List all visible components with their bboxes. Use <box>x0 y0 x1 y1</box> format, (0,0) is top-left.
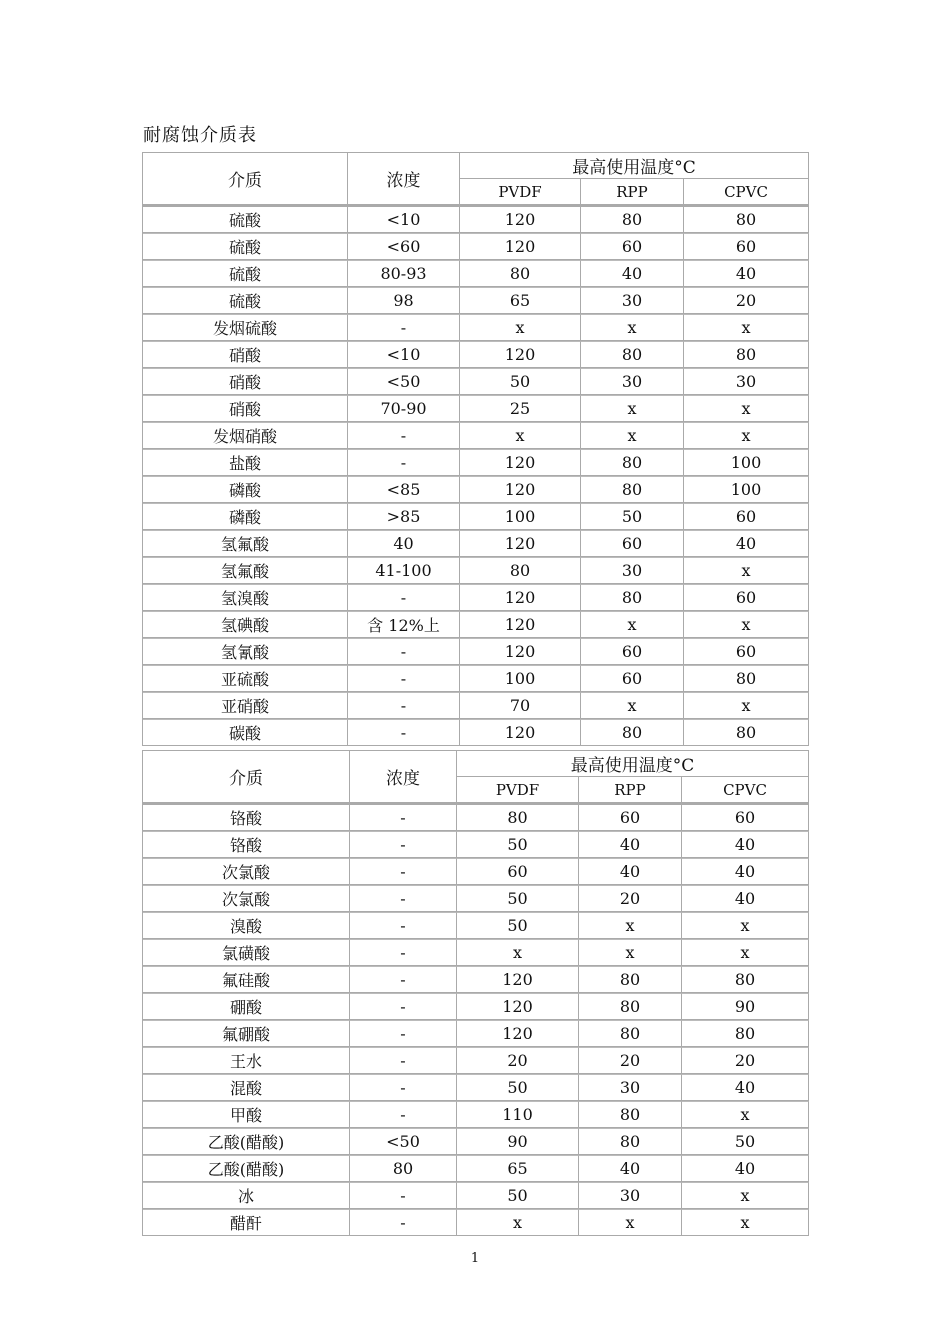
cell-concentration: <60 <box>348 233 460 260</box>
cell-pvdf: x <box>460 314 581 341</box>
cell-rpp: 60 <box>581 233 684 260</box>
cell-rpp: 20 <box>579 1047 682 1074</box>
cell-concentration: <10 <box>348 341 460 368</box>
cell-concentration: >85 <box>348 503 460 530</box>
cell-concentration: <50 <box>348 368 460 395</box>
cell-rpp: 80 <box>581 584 684 611</box>
cell-concentration: - <box>350 1101 457 1128</box>
cell-pvdf: 80 <box>457 803 579 831</box>
cell-pvdf: 70 <box>460 692 581 719</box>
cell-medium: 冰 <box>143 1182 350 1209</box>
table-row <box>143 395 809 422</box>
cell-cpvc: 40 <box>684 260 809 287</box>
cell-cpvc: 60 <box>684 584 809 611</box>
cell-rpp: x <box>579 1209 682 1236</box>
table-row <box>143 638 809 665</box>
cell-pvdf: 80 <box>460 260 581 287</box>
cell-rpp: 80 <box>581 449 684 476</box>
cell-medium: 发烟硫酸 <box>143 314 348 341</box>
cell-concentration: 98 <box>348 287 460 314</box>
cell-concentration: - <box>350 966 457 993</box>
cell-medium: 碳酸 <box>143 719 348 746</box>
header-pvdf: PVDF <box>460 179 581 205</box>
cell-medium: 王水 <box>143 1047 350 1074</box>
cell-cpvc: 60 <box>684 638 809 665</box>
header-cpvc: CPVC <box>684 179 809 205</box>
table-row <box>143 1074 809 1101</box>
cell-cpvc: 40 <box>684 530 809 557</box>
cell-rpp: 30 <box>581 557 684 584</box>
table-row <box>143 476 809 503</box>
cell-concentration: - <box>350 1209 457 1236</box>
cell-medium: 硝酸 <box>143 341 348 368</box>
cell-cpvc: 60 <box>682 803 809 831</box>
cell-pvdf: 120 <box>460 341 581 368</box>
table-row <box>143 233 809 260</box>
cell-medium: 磷酸 <box>143 503 348 530</box>
cell-cpvc: x <box>684 422 809 449</box>
cell-cpvc: 40 <box>682 831 809 858</box>
cell-pvdf: 65 <box>457 1155 579 1182</box>
table-row <box>143 719 809 746</box>
cell-pvdf: 120 <box>460 476 581 503</box>
cell-cpvc: 100 <box>684 449 809 476</box>
cell-pvdf: 120 <box>457 1020 579 1047</box>
cell-cpvc: 80 <box>684 665 809 692</box>
cell-concentration: - <box>350 1047 457 1074</box>
cell-concentration: <10 <box>348 205 460 233</box>
cell-rpp: x <box>581 422 684 449</box>
cell-medium: 乙酸(醋酸) <box>143 1128 350 1155</box>
cell-rpp: 50 <box>581 503 684 530</box>
cell-rpp: 80 <box>579 1020 682 1047</box>
cell-pvdf: 120 <box>457 993 579 1020</box>
cell-medium: 溴酸 <box>143 912 350 939</box>
cell-concentration: 41-100 <box>348 557 460 584</box>
cell-medium: 氢碘酸 <box>143 611 348 638</box>
cell-cpvc: x <box>682 1182 809 1209</box>
cell-pvdf: 110 <box>457 1101 579 1128</box>
header-rpp: RPP <box>581 179 684 205</box>
cell-cpvc: 40 <box>682 1155 809 1182</box>
cell-medium: 硝酸 <box>143 368 348 395</box>
cell-rpp: 40 <box>579 1155 682 1182</box>
cell-rpp: 80 <box>581 205 684 233</box>
cell-cpvc: 80 <box>684 719 809 746</box>
cell-rpp: 80 <box>579 1128 682 1155</box>
table-row <box>143 1047 809 1074</box>
cell-rpp: x <box>581 611 684 638</box>
table-row <box>143 260 809 287</box>
cell-pvdf: 50 <box>457 1182 579 1209</box>
cell-rpp: x <box>581 395 684 422</box>
cell-medium: 氢氟酸 <box>143 557 348 584</box>
table-row <box>143 885 809 912</box>
header-concentration: 浓度 <box>350 751 457 803</box>
cell-medium: 盐酸 <box>143 449 348 476</box>
cell-pvdf: 120 <box>457 966 579 993</box>
cell-cpvc: 30 <box>684 368 809 395</box>
cell-cpvc: x <box>682 1101 809 1128</box>
cell-concentration: - <box>348 692 460 719</box>
table-row <box>143 665 809 692</box>
cell-pvdf: 50 <box>457 1074 579 1101</box>
cell-rpp: 80 <box>581 476 684 503</box>
cell-pvdf: x <box>460 422 581 449</box>
table-row <box>143 449 809 476</box>
cell-concentration: - <box>350 858 457 885</box>
table-row <box>143 831 809 858</box>
table-row <box>143 966 809 993</box>
cell-pvdf: 90 <box>457 1128 579 1155</box>
cell-cpvc: x <box>682 1209 809 1236</box>
cell-pvdf: 50 <box>460 368 581 395</box>
cell-rpp: 30 <box>581 368 684 395</box>
cell-concentration: - <box>350 803 457 831</box>
corrosion-table-1 <box>142 152 809 746</box>
cell-pvdf: 120 <box>460 584 581 611</box>
table-row <box>143 205 809 233</box>
cell-concentration: - <box>348 638 460 665</box>
table-row <box>143 1020 809 1047</box>
table-row <box>143 912 809 939</box>
table-row <box>143 341 809 368</box>
header-medium: 介质 <box>143 751 350 803</box>
cell-pvdf: 25 <box>460 395 581 422</box>
cell-concentration: 80 <box>350 1155 457 1182</box>
cell-concentration: - <box>348 719 460 746</box>
table-row <box>143 993 809 1020</box>
cell-concentration: 80-93 <box>348 260 460 287</box>
cell-medium: 氟硅酸 <box>143 966 350 993</box>
cell-pvdf: 80 <box>460 557 581 584</box>
cell-medium: 氟硼酸 <box>143 1020 350 1047</box>
cell-concentration: - <box>348 449 460 476</box>
cell-concentration: 含 12%上 <box>348 611 460 638</box>
cell-concentration: - <box>348 422 460 449</box>
cell-rpp: 30 <box>581 287 684 314</box>
cell-rpp: 40 <box>579 858 682 885</box>
cell-pvdf: 120 <box>460 719 581 746</box>
table-row <box>143 584 809 611</box>
cell-cpvc: 80 <box>682 966 809 993</box>
cell-medium: 硫酸 <box>143 233 348 260</box>
cell-rpp: x <box>581 314 684 341</box>
table-row <box>143 803 809 831</box>
table-row <box>143 1209 809 1236</box>
cell-medium: 铬酸 <box>143 831 350 858</box>
table-row <box>143 1155 809 1182</box>
cell-medium: 硫酸 <box>143 287 348 314</box>
cell-rpp: 20 <box>579 885 682 912</box>
document-title: 耐腐蚀介质表 <box>143 125 257 146</box>
cell-concentration: - <box>350 885 457 912</box>
cell-rpp: 60 <box>581 665 684 692</box>
header-medium: 介质 <box>143 153 348 205</box>
cell-medium: 醋酐 <box>143 1209 350 1236</box>
cell-pvdf: x <box>457 939 579 966</box>
cell-medium: 氢氰酸 <box>143 638 348 665</box>
cell-cpvc: x <box>682 939 809 966</box>
cell-pvdf: x <box>457 1209 579 1236</box>
cell-medium: 氢氟酸 <box>143 530 348 557</box>
cell-cpvc: x <box>684 395 809 422</box>
cell-pvdf: 50 <box>457 831 579 858</box>
page-number: 1 <box>470 1251 480 1266</box>
cell-cpvc: 100 <box>684 476 809 503</box>
cell-concentration: - <box>350 912 457 939</box>
cell-cpvc: x <box>684 314 809 341</box>
cell-cpvc: 40 <box>682 885 809 912</box>
cell-cpvc: 20 <box>684 287 809 314</box>
table-row <box>143 368 809 395</box>
cell-rpp: 60 <box>579 803 682 831</box>
cell-rpp: x <box>579 939 682 966</box>
cell-rpp: 80 <box>579 966 682 993</box>
cell-concentration: 70-90 <box>348 395 460 422</box>
cell-medium: 硝酸 <box>143 395 348 422</box>
cell-rpp: 30 <box>579 1182 682 1209</box>
table-row <box>143 1182 809 1209</box>
cell-cpvc: 20 <box>682 1047 809 1074</box>
cell-cpvc: x <box>682 912 809 939</box>
cell-cpvc: 40 <box>682 1074 809 1101</box>
cell-medium: 氯磺酸 <box>143 939 350 966</box>
cell-medium: 乙酸(醋酸) <box>143 1155 350 1182</box>
cell-cpvc: 40 <box>682 858 809 885</box>
cell-concentration: - <box>350 939 457 966</box>
cell-pvdf: 100 <box>460 665 581 692</box>
cell-cpvc: x <box>684 557 809 584</box>
cell-medium: 铬酸 <box>143 803 350 831</box>
cell-pvdf: 20 <box>457 1047 579 1074</box>
cell-cpvc: 50 <box>682 1128 809 1155</box>
header-concentration: 浓度 <box>348 153 460 205</box>
cell-rpp: 40 <box>579 831 682 858</box>
cell-cpvc: 90 <box>682 993 809 1020</box>
cell-concentration: - <box>350 1074 457 1101</box>
cell-rpp: 80 <box>579 1101 682 1128</box>
header-max-temp: 最高使用温度°C <box>457 751 809 777</box>
cell-medium: 氢溴酸 <box>143 584 348 611</box>
cell-cpvc: 60 <box>684 233 809 260</box>
cell-concentration: <85 <box>348 476 460 503</box>
cell-pvdf: 100 <box>460 503 581 530</box>
cell-rpp: x <box>581 692 684 719</box>
cell-medium: 硫酸 <box>143 205 348 233</box>
corrosion-table-2 <box>142 750 809 1236</box>
cell-pvdf: 120 <box>460 449 581 476</box>
header-rpp: RPP <box>579 777 682 803</box>
cell-concentration: - <box>350 993 457 1020</box>
table-row <box>143 557 809 584</box>
cell-medium: 亚硝酸 <box>143 692 348 719</box>
table-row <box>143 422 809 449</box>
cell-concentration: - <box>350 1020 457 1047</box>
cell-medium: 次氯酸 <box>143 885 350 912</box>
header-cpvc: CPVC <box>682 777 809 803</box>
cell-rpp: x <box>579 912 682 939</box>
cell-rpp: 80 <box>579 993 682 1020</box>
cell-pvdf: 120 <box>460 530 581 557</box>
cell-cpvc: 80 <box>684 341 809 368</box>
cell-medium: 硫酸 <box>143 260 348 287</box>
cell-medium: 磷酸 <box>143 476 348 503</box>
cell-rpp: 60 <box>581 530 684 557</box>
cell-pvdf: 120 <box>460 205 581 233</box>
cell-pvdf: 120 <box>460 611 581 638</box>
table-row <box>143 287 809 314</box>
table-row <box>143 692 809 719</box>
table-row <box>143 611 809 638</box>
cell-concentration: <50 <box>350 1128 457 1155</box>
cell-concentration: - <box>348 584 460 611</box>
cell-cpvc: x <box>684 611 809 638</box>
cell-rpp: 60 <box>581 638 684 665</box>
table-row <box>143 1101 809 1128</box>
cell-pvdf: 50 <box>457 885 579 912</box>
cell-rpp: 80 <box>581 341 684 368</box>
table-row <box>143 858 809 885</box>
cell-cpvc: x <box>684 692 809 719</box>
cell-concentration: - <box>348 314 460 341</box>
cell-pvdf: 120 <box>460 638 581 665</box>
cell-pvdf: 120 <box>460 233 581 260</box>
cell-medium: 发烟硝酸 <box>143 422 348 449</box>
cell-pvdf: 60 <box>457 858 579 885</box>
cell-rpp: 80 <box>581 719 684 746</box>
cell-concentration: - <box>348 665 460 692</box>
table-row <box>143 1128 809 1155</box>
header-max-temp: 最高使用温度°C <box>460 153 809 179</box>
cell-rpp: 30 <box>579 1074 682 1101</box>
cell-concentration: 40 <box>348 530 460 557</box>
header-pvdf: PVDF <box>457 777 579 803</box>
table-row <box>143 939 809 966</box>
cell-medium: 硼酸 <box>143 993 350 1020</box>
cell-medium: 亚硫酸 <box>143 665 348 692</box>
cell-medium: 混酸 <box>143 1074 350 1101</box>
cell-medium: 甲酸 <box>143 1101 350 1128</box>
cell-pvdf: 65 <box>460 287 581 314</box>
cell-cpvc: 80 <box>682 1020 809 1047</box>
cell-concentration: - <box>350 831 457 858</box>
cell-pvdf: 50 <box>457 912 579 939</box>
cell-cpvc: 80 <box>684 205 809 233</box>
cell-cpvc: 60 <box>684 503 809 530</box>
table-row <box>143 530 809 557</box>
table-row <box>143 503 809 530</box>
cell-rpp: 40 <box>581 260 684 287</box>
cell-medium: 次氯酸 <box>143 858 350 885</box>
cell-concentration: - <box>350 1182 457 1209</box>
table-row <box>143 314 809 341</box>
